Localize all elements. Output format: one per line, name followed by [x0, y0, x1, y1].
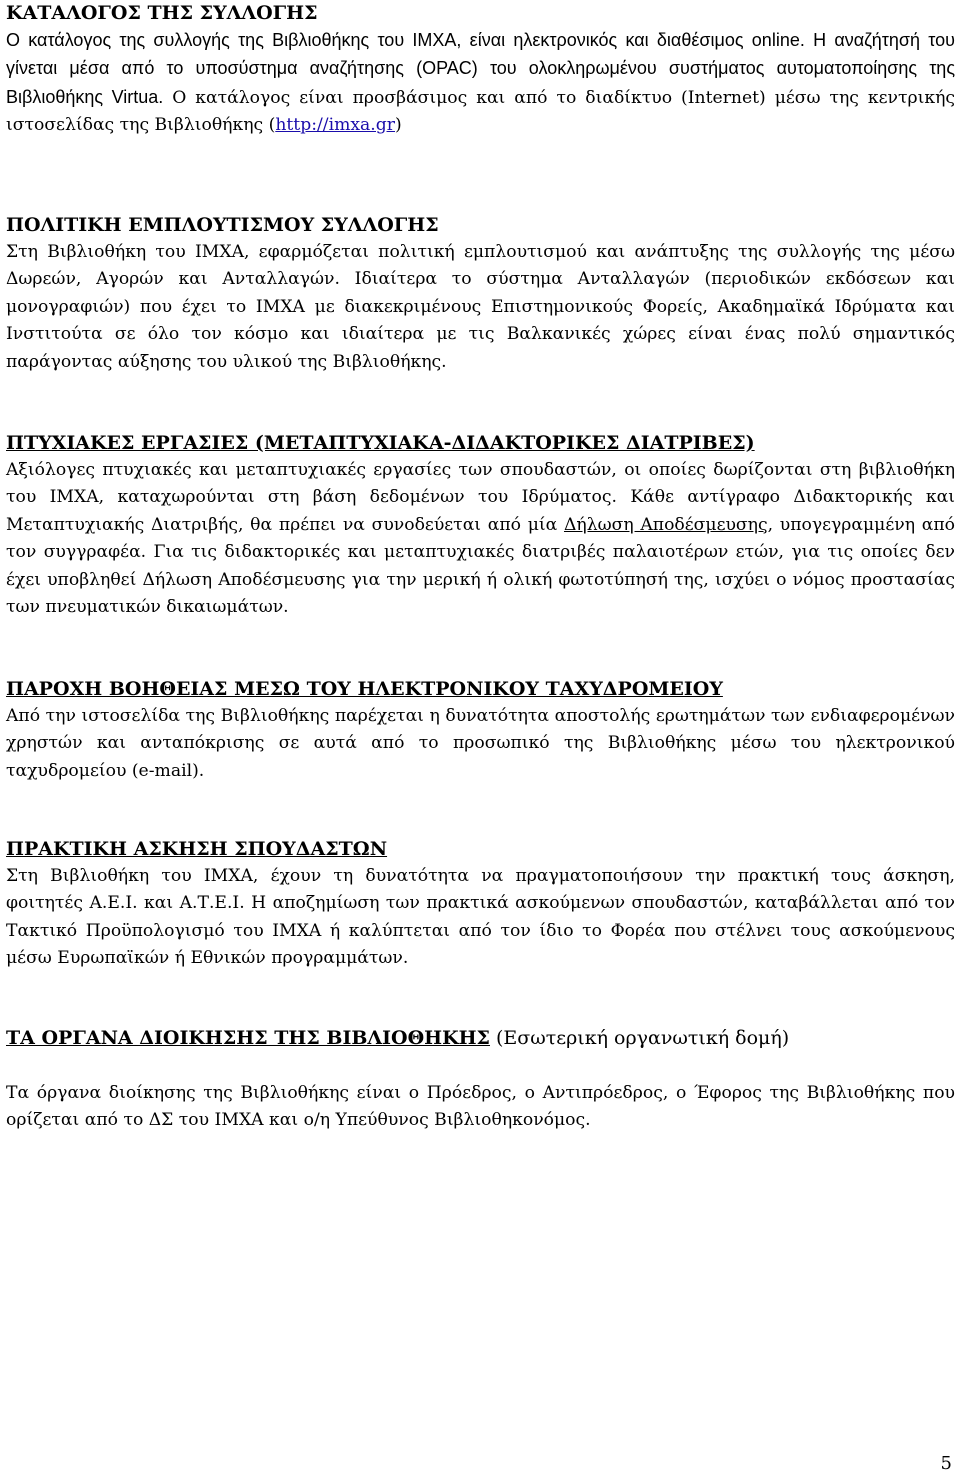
theses-paragraph: Αξιόλογες πτυχιακές και μεταπτυχιακές εργασίες των σπουδαστών, οι οποίες δωρίζονται στη βιβλιοθήκη του ΙΜΧΑ, καταχωρούνται στη βάση δεδομένων του Ιδρύματος. Κάθε αντίγραφο Διδακτορικής και Μεταπτυχιακής Διατριβής, θα πρέπει να συνοδεύεται από μία Δήλωση Αποδέσμευσης, υπογεγραμμένη από τον συγγραφέα. Για τις διδακτορικές και μεταπτυχιακές διατριβές παλαιοτέρων ετών, για τις οποίες δεν έχει υποβληθεί Δήλωση Αποδέσμευσης για την μερική ή ολική φωτοτύπησή της, ισχύει ο νόμος προστασίας των πνευματικών δικαιωμάτων. [6, 460, 955, 618]
section-heading-catalog: ΚΑΤΑΛΟΓΟΣ ΤΗΣ ΣΥΛΛΟΓΗΣ [6, 2, 318, 24]
release-declaration-text: Δήλωση Αποδέσμευσης [563, 514, 768, 535]
section-heading-organs: ΤΑ ΟΡΓΑΝΑ ΔΙΟΙΚΗΣΗΣ ΤΗΣ ΒΙΒΛΙΟΘΗΚΗΣ (Εσωτερική οργανωτική δομή) [6, 1027, 790, 1049]
library-website-link[interactable]: http://imxa.gr [275, 115, 395, 136]
section-governance [6, 1025, 789, 1052]
section-catalog [6, 0, 955, 140]
section-email-help [6, 676, 955, 785]
email-paragraph: Από την ιστοσελίδα της Βιβλιοθήκης παρέχεται η δυνατότητα αποστολής ερωτημάτων των ενδιαφερομένων χρηστών και ανταπόκρισης σε αυτά από το προσωπικό της Βιβλιοθήκης μέσω του ηλεκτρονικού ταχυδρομείου (e-mail). [6, 706, 955, 781]
section-heading-enrichment: ΠΟΛΙΤΙΚΗ ΕΜΠΛΟΥΤΙΣΜΟΥ ΣΥΛΛΟΓΗΣ [6, 214, 439, 236]
organs-paragraph: Τα όργανα διοίκησης της Βιβλιοθήκης είναι ο Πρόεδρος, ο Αντιπρόεδρος, ο Έφορος της Βιβλιοθήκης που ορίζεται από το ΔΣ του ΙΜΧΑ και ο/η Υπεύθυνος Βιβλιοθηκονόμος. [6, 1083, 955, 1131]
section-heading-theses: ΠΤΥΧΙΑΚΕΣ ΕΡΓΑΣΙΕΣ (ΜΕΤΑΠΤΥΧΙΑΚΑ-ΔΙΔΑΚΤΟΡΙΚΕΣ ΔΙΑΤΡΙΒΕΣ) [6, 432, 755, 454]
page-number: 5 [940, 1453, 952, 1474]
section-heading-practice: ΠΡΑΚΤΙΚΗ ΑΣΚΗΣΗ ΣΠΟΥΔΑΣΤΩΝ [6, 838, 388, 860]
practice-paragraph: Στη Βιβλιοθήκη του ΙΜΧΑ, έχουν τη δυνατότητα να πραγματοποιήσουν την πρακτική τους άσκηση, φοιτητές Α.Ε.Ι. και Α.Τ.Ε.Ι. Η αποζημίωση των πρακτικά ασκούμενων σπουδαστών, καταβάλλεται από τον Τακτικό Προϋπολογισμό του ΙΜΧΑ ή καλύπτεται από τον ίδιο το Φορέα που στέλνει τους ασκούμενους μέσω Ευρωπαϊκών ή Εθνικών προγραμμάτων. [6, 866, 955, 969]
enrichment-paragraph: Στη Βιβλιοθήκη του ΙΜΧΑ, εφαρμόζεται πολιτική εμπλουτισμού και ανάπτυξης της συλλογής της μέσω Δωρεών, Αγορών και Ανταλλαγών. Ιδιαίτερα το σύστημα Ανταλλαγών (περιοδικών εκδόσεων και μονογραφιών) που έχει το ΙΜΧΑ με διακεκριμένους Επιστημονικούς Φορείς, Ακαδημαϊκά Ιδρύματα και Ινστιτούτα σε όλο τον κόσμο και ιδιαίτερα με τις Βαλκανικές χώρες είναι ένας πολύ σημαντικός παράγοντας αύξησης του υλικού της Βιβλιοθήκης. [6, 242, 955, 372]
catalog-paragraph: Ο κατάλογος της συλλογής της Βιβλιοθήκης του ΙΜΧΑ, είναι ηλεκτρονικός και διαθέσιμος online. Η αναζήτησή του γίνεται μέσα από το υποσύστημα αναζήτησης (OPAC) του ολοκληρωμένου συστήματος αυτοματοποίησης της Βιβλιοθήκης Virtua. Ο κατάλογος είναι προσβάσιμος και από το διαδίκτυο (Internet) μέσω της κεντρικής ιστοσελίδας της Βιβλιοθήκης (http://imxa.gr) [6, 30, 955, 136]
section-practical-training [6, 836, 955, 973]
section-heading-email: ΠΑΡΟΧΗ ΒΟΗΘΕΙΑΣ ΜΕΣΩ ΤΟΥ ΗΛΕΚΤΡΟΝΙΚΟΥ ΤΑΧΥΔΡΟΜΕΙΟΥ [6, 678, 723, 700]
section-enrichment-policy [6, 212, 955, 376]
section-theses [6, 430, 955, 621]
